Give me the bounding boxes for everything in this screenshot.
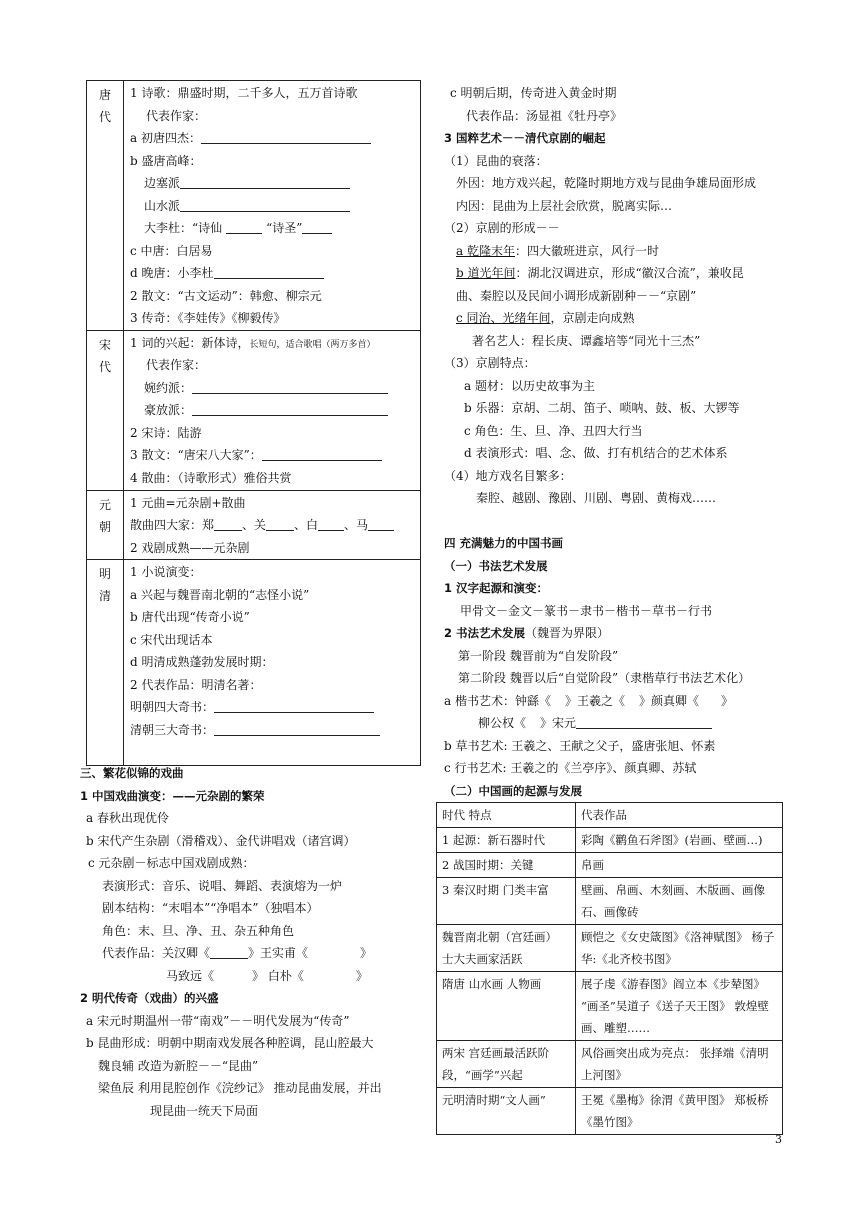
fill-blank: [576, 716, 712, 729]
table-cell: 风俗画突出成为亮点： 张择端《清明上河图》: [576, 1041, 783, 1088]
list-item: 梁鱼辰 利用昆腔创作《浣纱记》 推动昆曲发展，并出: [98, 1081, 382, 1095]
list-item: b 道光年间：湖北汉调进京，形成“徽汉合流”，兼收昆: [456, 266, 744, 280]
list-item: c 明朝后期，传奇进入黄金时期: [450, 86, 617, 100]
fill-blank: [226, 221, 262, 234]
list-item: 代表作品：关汉卿《 》王实甫《 》: [102, 946, 373, 960]
list-item: b 盛唐高峰：: [130, 153, 202, 168]
fill-blank: [368, 518, 394, 531]
list-item: 甲骨文－金文－篆书－隶书－楷书－草书－行书: [460, 603, 713, 618]
list-item: 婉约派：: [124, 377, 420, 400]
list-item: （1）昆曲的衰落：: [444, 153, 548, 168]
era-label: 唐代: [99, 88, 112, 124]
table-cell: 顾恺之《女史箴图》《洛神赋图》 杨子华:《北齐校书图》: [576, 925, 783, 972]
section-heading: 三、繁花似锦的戏曲: [80, 766, 184, 780]
section-heading: 四 充满魅力的中国书画: [444, 536, 564, 550]
era-label: 宋代: [99, 337, 112, 374]
list-item: 表演形式：音乐、说唱、舞蹈、表演熔为一炉: [102, 878, 343, 893]
list-item: 1 词的兴起：新体诗，长短句，适合歌唱（两万多首）: [130, 335, 376, 350]
fill-blank: [214, 266, 324, 279]
list-item: d 明清成熟蓬勃发展时期：: [130, 655, 274, 669]
list-item: b 唐代出现“传奇小说”: [130, 610, 250, 624]
list-item: c 角色：生、旦、净、丑四大行当: [464, 423, 643, 438]
beijing-opera-section: [444, 82, 794, 510]
list-item: 第一阶段 魏晋前为“自发阶段”: [458, 648, 619, 663]
table-cell: 元明清时期“文人画”: [437, 1088, 576, 1135]
list-item: 2 散文：“古文运动”：韩愈、柳宗元: [130, 288, 322, 303]
fill-blank: [180, 199, 350, 212]
table-row: [87, 490, 421, 560]
table-row: [437, 1041, 783, 1088]
list-item: a 题材：以历史故事为主: [464, 378, 595, 393]
table-cell: 隋唐 山水画 人物画: [437, 972, 576, 1041]
era-label: 明清: [99, 567, 112, 603]
list-item: a 初唐四杰：: [124, 127, 420, 150]
list-item: 4 散曲：（诗歌形式）雅俗共赏: [130, 470, 292, 485]
table-cell: 魏晋南北朝（宫廷画） 士大夫画家活跃: [437, 925, 576, 972]
section-heading: 2 书法艺术发展（魏晋为界限）: [444, 626, 610, 640]
table-row: [87, 81, 421, 331]
list-item: a 宋元时期温州一带“南戏”－－明代发展为“传奇”: [86, 1013, 350, 1028]
table-row: [437, 878, 783, 925]
literature-table: [86, 80, 421, 766]
list-item: a 春秋出现优伶: [86, 811, 169, 825]
table-row: [437, 972, 783, 1041]
era-label: 元朝: [99, 497, 112, 534]
fill-blank: [214, 700, 374, 713]
list-item: 现昆曲一统天下局面: [150, 1103, 259, 1118]
list-item: d 晚唐：小李杜: [124, 262, 420, 285]
fill-blank: [214, 723, 380, 736]
table-cell: 3 秦汉时期 门类丰富: [437, 878, 576, 925]
fill-blank: [192, 403, 388, 416]
fill-blank: [262, 448, 382, 461]
list-item: 代表作家：: [146, 108, 207, 123]
list-item: 第二阶段 魏晋以后“自觉阶段”（隶楷草行书法艺术化）: [458, 671, 751, 685]
left-column: [80, 0, 422, 1118]
section-heading: 3 国粹艺术－－清代京剧的崛起: [444, 131, 606, 145]
fill-blank: [180, 176, 350, 189]
fill-blank: [214, 518, 242, 531]
list-item: 内因：昆曲为上层社会欣赏，脱离实际…: [456, 198, 673, 213]
list-item: 代表作品：汤显祖《牡丹亭》: [466, 108, 623, 123]
table-row: [437, 925, 783, 972]
section-heading: 2 明代传奇（戏曲）的兴盛: [80, 991, 219, 1005]
list-item: （2）京剧的形成－－: [444, 221, 560, 235]
table-row: [437, 853, 783, 878]
table-header-row: [437, 803, 783, 828]
table-row: [437, 1088, 783, 1135]
table-row: [437, 828, 783, 853]
table-cell: 展子虔《游春图》阎立本《步辇图》 “画圣”吴道子《送子天王图》 敦煌壁画、雕塑……: [576, 972, 783, 1041]
list-item: 清朝三大奇书：: [124, 719, 420, 742]
list-item: 剧本结构：“末唱本”“净唱本”（独唱本）: [102, 901, 319, 915]
list-item: （3）京剧特点：: [444, 356, 536, 370]
list-item: a 楷书艺术：钟繇《 》王羲之《 》颜真卿《 》: [444, 693, 734, 708]
list-item: c 行书艺术: 王羲之的《兰亭序》、颜真卿、苏轼: [444, 761, 697, 775]
list-item: 著名艺人：程长庚、谭鑫培等“同光十三杰”: [472, 333, 701, 348]
list-item: 明朝四大奇书：: [124, 696, 420, 719]
fill-blank: [266, 518, 294, 531]
opera-section: [80, 762, 430, 1122]
list-item: c 元杂剧－标志中国戏剧成熟：: [88, 856, 255, 870]
list-item: b 草书艺术: 王羲之、王献之父子，盛唐张旭、怀素: [444, 738, 716, 753]
list-item: 代表作家：: [146, 358, 207, 372]
table-cell: 彩陶《鹳鱼石斧图》(岩画、壁画…): [576, 828, 783, 853]
section-heading: （一）书法艺术发展: [444, 558, 548, 573]
list-item: d 表演形式：唱、念、做、打有机结合的艺术体系: [464, 446, 728, 460]
list-item: 豪放派：: [124, 399, 420, 422]
table-cell: 时代 特点: [437, 803, 576, 828]
table-row: [87, 560, 421, 766]
fill-blank: [302, 221, 332, 234]
list-item: 柳公权《 》宋元: [444, 712, 794, 735]
page-number: 3: [775, 1133, 782, 1146]
list-item: 曲、秦腔以及民间小调形成新剧种－－“京剧”: [456, 288, 697, 303]
list-item: 魏良辅 改造为新腔－－“昆曲”: [98, 1058, 259, 1073]
list-item: c 同治、光绪年间，京剧走向成熟: [456, 311, 635, 325]
list-item: 2 宋诗：陆游: [130, 425, 202, 440]
list-item: （4）地方戏名目繁多：: [444, 468, 572, 483]
table-cell: 帛画: [576, 853, 783, 878]
list-item: b 乐器：京胡、二胡、笛子、唢呐、鼓、板、大锣等: [464, 401, 740, 415]
fill-blank: [318, 518, 344, 531]
section-heading: 1 中国戏曲演变：——元杂剧的繁荣: [80, 788, 265, 803]
table-cell: 壁画、帛画、木刻画、木版画、画像石、画像砖: [576, 878, 783, 925]
list-item: 1 元曲=元杂剧+散曲: [130, 495, 246, 510]
list-item: 马致远《 》 白朴《 》: [166, 968, 368, 983]
list-item: b 宋代产生杂剧（滑稽戏）、金代讲唱戏（诸宫调）: [86, 833, 356, 848]
table-cell: 两宋 宫廷画最活跃阶段，“画学”兴起: [437, 1041, 576, 1088]
list-item: 1 诗歌：鼎盛时期，二千多人，五万首诗歌: [130, 86, 358, 100]
list-item: 角色：末、旦、净、丑、杂五种角色: [102, 923, 295, 938]
fill-blank: [192, 381, 388, 394]
list-item: c 中唐：白居易: [130, 243, 213, 258]
list-item: c 宋代出现话本: [130, 632, 213, 647]
list-item: 3 散文：“唐宋八大家”：: [124, 444, 420, 467]
list-item: 散曲四大家：郑 、关 、白 、马: [124, 514, 420, 537]
list-item: 山水派: [124, 195, 420, 218]
calligraphy-painting-section: [444, 532, 794, 802]
fill-blank: [210, 946, 248, 959]
list-item: 3 传奇：《李娃传》《柳毅传》: [130, 311, 286, 325]
list-item: b 昆曲形成：明朝中期南戏发展各种腔调，昆山腔最大: [86, 1036, 374, 1050]
table-cell: 1 起源：新石器时代: [437, 828, 576, 853]
table-cell: 王冕《墨梅》徐渭《黄甲图》 郑板桥《墨竹图》: [576, 1088, 783, 1135]
list-item: 1 小说演变：: [130, 565, 202, 579]
list-item: 大李杜：“诗仙 “诗圣”: [124, 217, 420, 240]
fill-blank: [201, 131, 371, 144]
list-item: 2 代表作品：明清名著：: [130, 677, 262, 692]
list-item: 外因：地方戏兴起，乾隆时期地方戏与昆曲争雄局面形成: [456, 176, 757, 190]
list-item: 边塞派: [124, 172, 420, 195]
section-heading: （二）中国画的起源与发展: [444, 783, 582, 798]
painting-table: [436, 802, 783, 1135]
table-cell: 代表作品: [576, 803, 783, 828]
table-cell: 2 战国时期：关键: [437, 853, 576, 878]
list-item: 2 戏剧成熟——元杂剧: [130, 540, 250, 555]
list-item: a 兴起与魏晋南北朝的“志怪小说”: [130, 587, 310, 602]
section-heading: 1 汉字起源和演变：: [444, 581, 549, 595]
list-item: 秦腔、越剧、豫剧、川剧、粤剧、黄梅戏……: [476, 491, 717, 505]
table-row: [87, 330, 421, 490]
list-item: a 乾隆末年：四大徽班进京，风行一时: [456, 243, 659, 258]
